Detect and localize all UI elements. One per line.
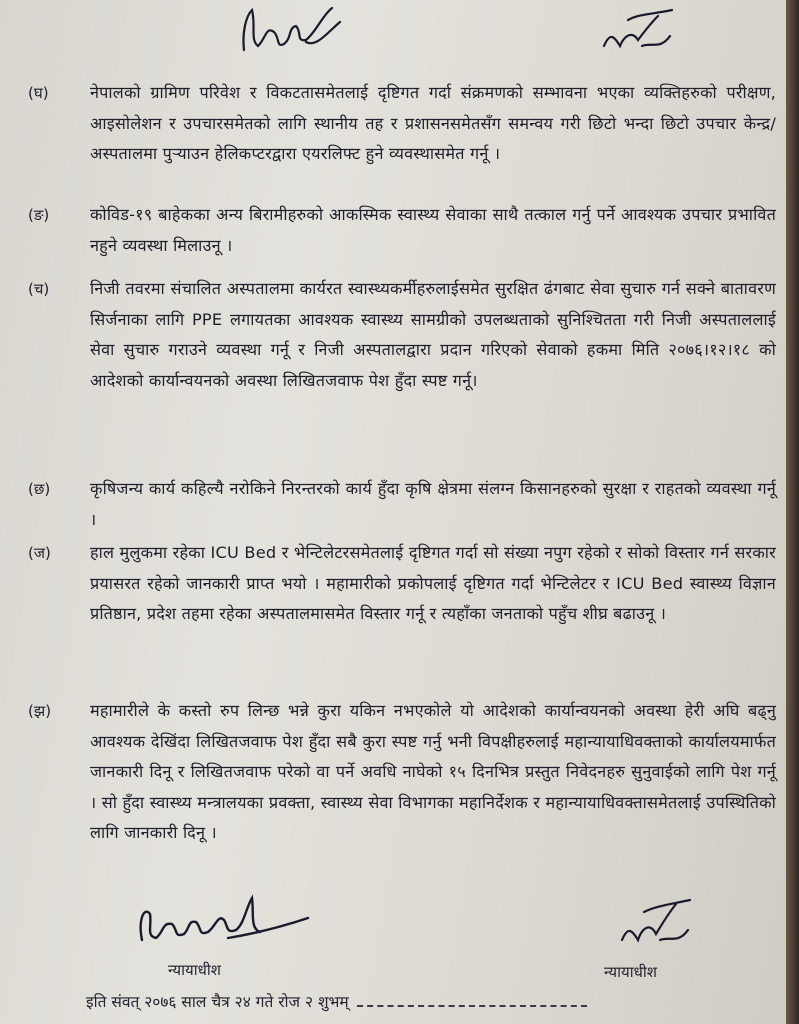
- paragraph-marker: (ज): [28, 544, 51, 562]
- right-judge-label: न्यायाधीश: [604, 963, 657, 981]
- paragraph-marker: (च): [28, 280, 50, 298]
- paragraph-marker: (झ): [28, 702, 52, 720]
- paragraph-text: महामारीले के कस्तो रुप लिन्छ भन्ने कुरा यकिन नभएकोले यो आदेशको कार्यान्वयनको अवस्था हेरी अघि बढ्नु आवश्यक देखिंदा लिखितजवाफ पेश हुँदा सबै कुरा स्पष्ट गर्नु भनी विपक्षीहरुलाई महान्यायाधिवक्ताको कार्यालयमार्फत जानकारी दिनू र लिखितजवाफ परेको वा पर्ने अवधि नाघेको १५ दिनभित्र प्रस्तुत निवेदनहरु सुनुवाईको लागि पेश गर्नू । सो हुँदा स्वास्थ्य मन्त्रालयका प्रवक्ता, स्वास्थ्य सेवा विभागका महानिर्देशक र महान्यायाधिवक्तासमेतलाई उपस्थितिको लागि जानकारी दिनू ।: [90, 701, 777, 843]
- left-judge-label: न्यायाधीश: [168, 961, 221, 979]
- paragraph-text: कोविड-१९ बाहेकका अन्य बिरामीहरुको आकस्मिक स्वास्थ्य सेवाका साथै तत्काल गर्नु पर्ने आवश्यक उपचार प्रभावित नहुने व्यवस्था मिलाउनू ।: [90, 205, 776, 255]
- date-footer: [86, 990, 587, 1012]
- top-right-signature: [598, 6, 678, 60]
- bottom-right-signature: [614, 892, 694, 952]
- paragraph-marker: (ङ): [28, 206, 50, 224]
- date-footer-text: इति संवत् २०७६ साल चैत्र २४ गते रोज २ शुभम्: [86, 993, 349, 1011]
- top-left-signature: [236, 2, 346, 62]
- paragraph-marker: (घ): [28, 84, 49, 102]
- paragraph-chha: [28, 474, 776, 535]
- paragraph-nga: [28, 200, 776, 261]
- paragraph-jha: [28, 696, 776, 849]
- background-edge: [786, 0, 799, 1024]
- paragraph-gha: [28, 78, 776, 170]
- paragraph-text: हाल मुलुकमा रहेका ICU Bed र भेन्टिलेटरसमेतलाई दृष्टिगत गर्दा सो संख्या नपुग रहेको र सोको विस्तार गर्न सरकार प्रयासरत रहेको जानकारी प्राप्त भयो । महामारीको प्रकोपलाई दृष्टिगत गर्दा भेन्टिलेटर र ICU Bed स्वास्थ्य विज्ञान प्रतिष्ठान, प्रदेश तहमा रहेका अस्पतालमासमेत विस्तार गर्नू र त्यहाँका जनताको पहुँच शीघ्र बढाउनू ।: [90, 543, 776, 624]
- dashed-line: [357, 999, 587, 1007]
- paragraph-marker: (छ): [28, 480, 51, 498]
- paragraph-ja: [28, 538, 776, 630]
- paragraph-cha: [28, 274, 776, 396]
- bottom-left-signature: [132, 884, 312, 954]
- paragraph-text: नेपालको ग्रामिण परिवेश र विकटतासमेतलाई दृष्टिगत गर्दा संक्रमणको सम्भावना भएका व्यक्तिहरुको परीक्षण, आइसोलेशन र उपचारसमेतको लागि स्थानीय तह र प्रशासनसमेतसँग समन्वय गरी छिटो भन्दा छिटो उपचार केन्द्र/अस्पतालमा पुऱ्याउन हेलिकप्टरद्वारा एयरलिफ्ट हुने व्यवस्थासमेत गर्नू ।: [90, 83, 776, 164]
- paragraph-text: निजी तवरमा संचालित अस्पतालमा कार्यरत स्वास्थ्यकर्मीहरुलाईसमेत सुरक्षित ढंगबाट सेवा सुचारु गर्न सक्ने बातावरण सिर्जनाका लागि PPE लगायतका आवश्यक स्वास्थ्य सामग्रीको उपलब्धताको सुनिश्चितता गरी निजी अस्पताललाई सेवा सुचारु गराउने व्यवस्था गर्नू र निजी अस्पतालद्वारा प्रदान गरिएको सेवाको हकमा मिति २०७६।१२।१८ को आदेशको कार्यान्वयनको अवस्था लिखितजवाफ पेश हुँदा स्पष्ट गर्नू।: [90, 279, 776, 390]
- paragraph-text: कृषिजन्य कार्य कहिल्यै नरोकिने निरन्तरको कार्य हुँदा कृषि क्षेत्रमा संलग्न किसानहरुको सुरक्षा र राहतको व्यवस्था गर्नू ।: [90, 479, 776, 529]
